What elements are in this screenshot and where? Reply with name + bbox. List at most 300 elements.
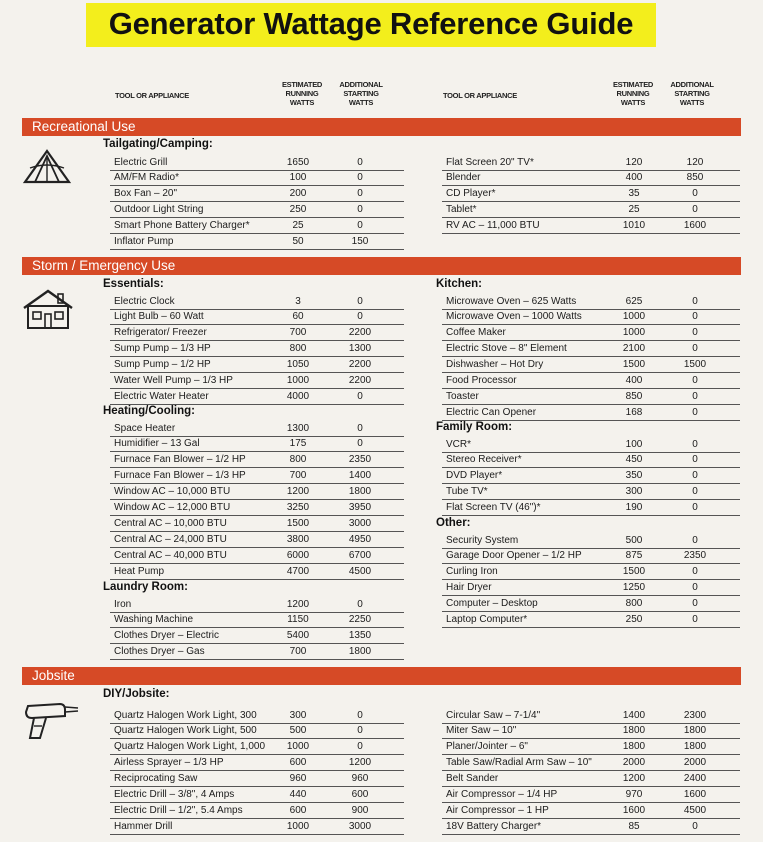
table-row [446, 309, 740, 325]
starting-watts: 1400 [348, 470, 372, 482]
running-watts: 1000 [286, 741, 310, 753]
appliance-name: Iron [114, 598, 132, 610]
running-watts: 3 [295, 295, 301, 307]
table-row [114, 436, 404, 452]
appliance-name: Miter Saw – 10" [446, 725, 517, 737]
table-row [446, 218, 740, 234]
running-watts: 1300 [286, 422, 310, 434]
starting-watts: 2000 [683, 757, 707, 769]
starting-watts: 0 [692, 204, 698, 216]
running-watts: 50 [292, 236, 304, 247]
running-watts: 1800 [622, 725, 646, 737]
appliance-name: Tube TV* [446, 486, 488, 498]
appliance-name: Inflator Pump [114, 236, 174, 247]
subheading-essentials: Essentials: [103, 278, 164, 290]
table-row [446, 787, 740, 803]
appliance-name: Toaster [446, 390, 479, 402]
appliance-name: Air Compressor – 1/4 HP [446, 789, 558, 800]
house-icon [21, 288, 75, 332]
subheading-laundry: Laundry Room: [103, 581, 188, 593]
appliance-name: Flat Screen 20" TV* [446, 156, 534, 168]
starting-watts: 150 [351, 236, 369, 247]
row-divider [110, 659, 404, 660]
appliance-name: Security System [446, 534, 519, 546]
table-row [114, 234, 404, 250]
starting-watts: 2350 [348, 454, 372, 466]
starting-watts: 0 [692, 438, 698, 450]
appliance-name: Window AC – 12,000 BTU [114, 502, 231, 513]
appliance-name: Flat Screen TV (46")* [446, 502, 541, 514]
table-row [446, 500, 740, 516]
running-watts: 1250 [622, 582, 646, 594]
table-row [446, 612, 740, 628]
table-row [114, 389, 404, 405]
running-watts: 1500 [622, 359, 646, 371]
table-row [114, 597, 404, 613]
row-divider [442, 834, 740, 835]
table-row [446, 723, 740, 739]
running-watts: 1150 [287, 614, 309, 626]
table-row [446, 357, 740, 373]
appliance-name: Laptop Computer* [446, 614, 528, 625]
appliance-name: Hair Dryer [446, 582, 492, 594]
appliance-name: Central AC – 24,000 BTU [114, 533, 227, 545]
running-watts: 500 [289, 725, 307, 737]
table-row [114, 771, 404, 787]
table-row [446, 405, 740, 421]
table-row [114, 325, 404, 341]
starting-watts: 1600 [683, 789, 707, 800]
starting-watts: 600 [351, 789, 369, 800]
appliance-name: Garage Door Opener – 1/2 HP [446, 550, 582, 562]
table-row [114, 170, 404, 186]
running-watts: 200 [289, 188, 307, 200]
running-watts: 4700 [286, 565, 310, 577]
subheading-diy-jobsite: DIY/Jobsite: [103, 688, 170, 700]
starting-watts: 0 [357, 598, 363, 610]
running-watts: 1500 [286, 517, 310, 529]
running-watts: 400 [625, 375, 643, 386]
running-watts: 440 [289, 789, 307, 800]
table-row [114, 755, 404, 771]
running-watts: 960 [289, 773, 307, 785]
running-watts: 625 [625, 295, 643, 307]
starting-watts: 2200 [348, 359, 372, 371]
table-row [446, 155, 740, 171]
appliance-name: Outdoor Light String [114, 204, 204, 216]
table-row [446, 389, 740, 405]
header-tool-left: TOOL OR APPLIANCE [115, 91, 189, 100]
running-watts: 5400 [286, 630, 310, 642]
starting-watts: 0 [357, 220, 363, 232]
running-watts: 300 [289, 709, 307, 721]
running-watts: 300 [625, 486, 643, 498]
starting-watts: 1600 [683, 220, 707, 232]
running-watts: 1000 [622, 311, 646, 323]
table-row [446, 325, 740, 341]
section-band-storm: Storm / Emergency Use [22, 257, 741, 275]
table-row [114, 787, 404, 803]
table-row [446, 755, 740, 771]
table-row [114, 357, 404, 373]
running-watts: 970 [625, 789, 643, 800]
appliance-name: Dishwasher – Hot Dry [446, 359, 544, 371]
running-watts: 1000 [286, 375, 310, 386]
appliance-name: Electric Water Heater [114, 390, 209, 402]
appliance-name: Sump Pump – 1/3 HP [114, 343, 211, 355]
table-row [446, 739, 740, 755]
subheading-kitchen: Kitchen: [436, 278, 482, 290]
starting-watts: 0 [357, 295, 363, 307]
row-divider [442, 420, 740, 421]
row-divider [442, 627, 740, 628]
appliance-name: Electric Clock [114, 295, 175, 307]
table-row [114, 644, 404, 660]
table-row [114, 548, 404, 564]
appliance-name: VCR* [446, 438, 472, 450]
header-running-left: ESTIMATED RUNNING WATTS [281, 80, 323, 107]
starting-watts: 960 [351, 773, 369, 785]
appliance-name: Reciprocating Saw [114, 773, 198, 785]
running-watts: 6000 [286, 549, 310, 561]
running-watts: 600 [289, 757, 307, 769]
running-watts: 2100 [622, 343, 646, 355]
appliance-name: Stereo Receiver* [446, 454, 522, 466]
running-watts: 175 [289, 438, 307, 450]
table-row [114, 500, 404, 516]
row-divider [442, 515, 740, 516]
running-watts: 85 [628, 820, 640, 832]
appliance-name: AM/FM Radio* [114, 172, 180, 184]
subheading-tailgating: Tailgating/Camping: [103, 138, 213, 150]
starting-watts: 0 [357, 204, 363, 216]
table-row [446, 202, 740, 218]
tent-icon [22, 146, 72, 186]
appliance-name: Water Well Pump – 1/3 HP [114, 375, 233, 386]
running-watts: 1650 [286, 156, 310, 168]
appliance-name: Window AC – 10,000 BTU [114, 486, 231, 498]
section-band-recreational: Recreational Use [22, 118, 741, 136]
table-row [446, 186, 740, 202]
appliance-name: RV AC – 11,000 BTU [446, 220, 540, 232]
starting-watts: 3000 [348, 820, 372, 832]
running-watts: 3800 [286, 533, 310, 545]
title-highlight [86, 3, 656, 47]
appliance-name: Smart Phone Battery Charger* [114, 220, 250, 232]
starting-watts: 0 [692, 534, 698, 546]
appliance-name: 18V Battery Charger* [446, 820, 542, 832]
row-divider [442, 233, 740, 234]
table-row [114, 218, 404, 234]
starting-watts: 0 [692, 406, 698, 418]
starting-watts: 0 [692, 582, 698, 594]
table-row [446, 437, 740, 453]
appliance-name: Central AC – 40,000 BTU [114, 549, 227, 561]
subheading-other: Other: [436, 517, 471, 529]
appliance-name: Box Fan – 20" [114, 188, 178, 200]
appliance-name: Electric Stove – 8" Element [446, 343, 567, 355]
appliance-name: Curling Iron [446, 566, 498, 578]
running-watts: 25 [292, 220, 304, 232]
row-divider [110, 404, 404, 405]
running-watts: 400 [625, 172, 643, 184]
running-watts: 168 [625, 406, 643, 418]
starting-watts: 120 [686, 156, 704, 168]
table-row [446, 484, 740, 500]
starting-watts: 0 [357, 725, 363, 737]
table-row [114, 708, 404, 724]
starting-watts: 1800 [348, 646, 372, 658]
table-row [114, 723, 404, 739]
appliance-name: Tablet* [446, 204, 477, 216]
appliance-name: Quartz Halogen Work Light, 1,000 [114, 741, 266, 753]
starting-watts: 0 [357, 422, 363, 434]
running-watts: 250 [625, 614, 643, 625]
running-watts: 60 [292, 311, 304, 323]
running-watts: 4000 [286, 390, 310, 402]
starting-watts: 6700 [348, 549, 372, 561]
appliance-name: Hammer Drill [114, 820, 173, 832]
starting-watts: 2200 [348, 327, 372, 339]
starting-watts: 0 [692, 295, 698, 307]
table-row [114, 484, 404, 500]
starting-watts: 1300 [348, 343, 372, 355]
table-row [114, 516, 404, 532]
starting-watts: 2350 [683, 550, 707, 562]
table-row [446, 580, 740, 596]
running-watts: 1200 [622, 773, 646, 785]
running-watts: 875 [625, 550, 643, 562]
running-watts: 600 [289, 804, 307, 816]
appliance-name: Coffee Maker [446, 327, 506, 339]
table-row [114, 564, 404, 580]
table-row [114, 803, 404, 819]
table-row [114, 468, 404, 484]
starting-watts: 0 [692, 820, 698, 832]
starting-watts: 0 [692, 486, 698, 498]
running-watts: 800 [289, 454, 307, 466]
running-watts: 1000 [286, 820, 310, 832]
running-watts: 450 [625, 454, 643, 466]
table-row [446, 803, 740, 819]
appliance-name: Computer – Desktop [446, 598, 538, 610]
starting-watts: 2400 [683, 773, 707, 785]
appliance-name: Electric Drill – 1/2", 5.4 Amps [114, 804, 243, 816]
table-row [446, 596, 740, 612]
appliance-name: Air Compressor – 1 HP [446, 804, 549, 816]
table-row [446, 294, 740, 310]
starting-watts: 0 [357, 741, 363, 753]
running-watts: 35 [628, 188, 640, 200]
starting-watts: 0 [692, 390, 698, 402]
starting-watts: 0 [692, 188, 698, 200]
running-watts: 1800 [622, 741, 646, 753]
appliance-name: Planer/Jointer – 6" [446, 741, 528, 753]
starting-watts: 4500 [348, 565, 372, 577]
starting-watts: 0 [692, 454, 698, 466]
starting-watts: 2200 [348, 375, 372, 386]
table-row [446, 771, 740, 787]
appliance-name: Electric Grill [114, 156, 168, 168]
running-watts: 100 [625, 438, 643, 450]
subheading-family-room: Family Room: [436, 421, 513, 433]
appliance-name: Clothes Dryer – Gas [114, 646, 205, 658]
appliance-name: CD Player* [446, 188, 496, 200]
appliance-name: Sump Pump – 1/2 HP [114, 359, 211, 371]
table-row [446, 341, 740, 357]
running-watts: 120 [625, 156, 643, 168]
appliance-name: Blender [446, 172, 481, 184]
table-row [114, 532, 404, 548]
running-watts: 2000 [622, 757, 646, 769]
starting-watts: 1500 [683, 359, 707, 371]
starting-watts: 1800 [683, 741, 707, 753]
starting-watts: 0 [692, 470, 698, 482]
appliance-name: Food Processor [446, 375, 517, 386]
table-row [114, 612, 404, 628]
appliance-name: Light Bulb – 60 Watt [114, 311, 204, 323]
running-watts: 700 [289, 327, 307, 339]
header-starting-left: ADDITIONAL STARTING WATTS [339, 80, 383, 107]
table-row [446, 548, 740, 564]
appliance-name: Washing Machine [114, 614, 194, 626]
running-watts: 250 [289, 204, 307, 216]
starting-watts: 0 [692, 614, 698, 625]
table-row [114, 309, 404, 325]
running-watts: 1600 [622, 804, 646, 816]
table-row [114, 341, 404, 357]
table-row [114, 628, 404, 644]
appliance-name: Heat Pump [114, 565, 165, 577]
table-row [114, 294, 404, 310]
table-row [114, 452, 404, 468]
appliance-name: Quartz Halogen Work Light, 500 [114, 725, 257, 737]
running-watts: 190 [625, 502, 643, 514]
table-row [446, 533, 740, 549]
table-row [114, 421, 404, 437]
running-watts: 700 [289, 470, 307, 482]
starting-watts: 0 [357, 156, 363, 168]
starting-watts: 0 [357, 390, 363, 402]
running-watts: 800 [289, 343, 307, 355]
running-watts: 800 [625, 598, 643, 610]
running-watts: 1010 [622, 220, 646, 232]
running-watts: 1200 [286, 598, 310, 610]
table-row [114, 819, 404, 835]
table-row [446, 564, 740, 580]
starting-watts: 850 [686, 172, 704, 184]
table-row [114, 155, 404, 171]
running-watts: 850 [625, 390, 643, 402]
starting-watts: 1200 [348, 757, 372, 769]
running-watts: 1050 [286, 359, 310, 371]
starting-watts: 0 [357, 438, 363, 450]
subheading-heating: Heating/Cooling: [103, 405, 195, 417]
running-watts: 1500 [622, 566, 646, 578]
table-row [114, 739, 404, 755]
starting-watts: 1800 [348, 486, 372, 498]
table-row [446, 373, 740, 389]
appliance-name: Quartz Halogen Work Light, 300 [114, 709, 257, 721]
appliance-name: Furnace Fan Blower – 1/2 HP [114, 454, 246, 466]
running-watts: 500 [625, 534, 643, 546]
appliance-name: Microwave Oven – 1000 Watts [446, 311, 582, 323]
running-watts: 1400 [622, 709, 646, 721]
page-title: Generator Wattage Reference Guide [108, 6, 634, 41]
appliance-name: Electric Can Opener [446, 406, 537, 418]
table-row [114, 186, 404, 202]
appliance-name: DVD Player* [446, 470, 503, 482]
row-divider [110, 249, 404, 250]
appliance-name: Table Saw/Radial Arm Saw – 10" [446, 757, 592, 769]
starting-watts: 0 [692, 502, 698, 514]
starting-watts: 4500 [683, 804, 707, 816]
table-row [114, 373, 404, 389]
starting-watts: 0 [357, 311, 363, 323]
table-row [446, 452, 740, 468]
row-divider [110, 834, 404, 835]
header-running-right: ESTIMATED RUNNING WATTS [612, 80, 654, 107]
running-watts: 100 [289, 172, 307, 184]
running-watts: 3250 [286, 502, 310, 513]
appliance-name: Space Heater [114, 422, 176, 434]
starting-watts: 0 [692, 598, 698, 610]
table-row [446, 468, 740, 484]
starting-watts: 2250 [348, 614, 372, 626]
starting-watts: 1350 [348, 630, 372, 642]
starting-watts: 0 [692, 566, 698, 578]
appliance-name: Central AC – 10,000 BTU [114, 517, 227, 529]
starting-watts: 900 [351, 804, 369, 816]
section-band-jobsite: Jobsite [22, 667, 741, 685]
appliance-name: Electric Drill – 3/8", 4 Amps [114, 789, 235, 800]
appliance-name: Microwave Oven – 625 Watts [446, 295, 577, 307]
starting-watts: 0 [357, 188, 363, 200]
starting-watts: 3000 [348, 517, 372, 529]
running-watts: 1200 [286, 486, 310, 498]
appliance-name: Furnace Fan Blower – 1/3 HP [114, 470, 246, 482]
appliance-name: Clothes Dryer – Electric [114, 630, 220, 642]
table-row [446, 170, 740, 186]
drill-icon [20, 696, 82, 744]
table-row [446, 819, 740, 835]
starting-watts: 3950 [348, 502, 372, 513]
appliance-name: Refrigerator/ Freezer [114, 327, 207, 339]
starting-watts: 4950 [348, 533, 372, 545]
appliance-name: Airless Sprayer – 1/3 HP [114, 757, 224, 769]
starting-watts: 0 [692, 311, 698, 323]
starting-watts: 1800 [683, 725, 707, 737]
running-watts: 700 [289, 646, 307, 658]
appliance-name: Humidifier – 13 Gal [114, 438, 200, 450]
starting-watts: 2300 [683, 709, 707, 721]
header-tool-right: TOOL OR APPLIANCE [443, 91, 517, 100]
starting-watts: 0 [692, 375, 698, 386]
starting-watts: 0 [692, 343, 698, 355]
table-row [446, 708, 740, 724]
starting-watts: 0 [357, 709, 363, 721]
running-watts: 25 [628, 204, 640, 216]
header-starting-right: ADDITIONAL STARTING WATTS [670, 80, 714, 107]
row-divider [110, 579, 404, 580]
starting-watts: 0 [357, 172, 363, 184]
running-watts: 1000 [622, 327, 646, 339]
appliance-name: Circular Saw – 7-1/4" [446, 709, 541, 721]
starting-watts: 0 [692, 327, 698, 339]
appliance-name: Belt Sander [446, 773, 499, 785]
running-watts: 350 [625, 470, 643, 482]
table-row [114, 202, 404, 218]
